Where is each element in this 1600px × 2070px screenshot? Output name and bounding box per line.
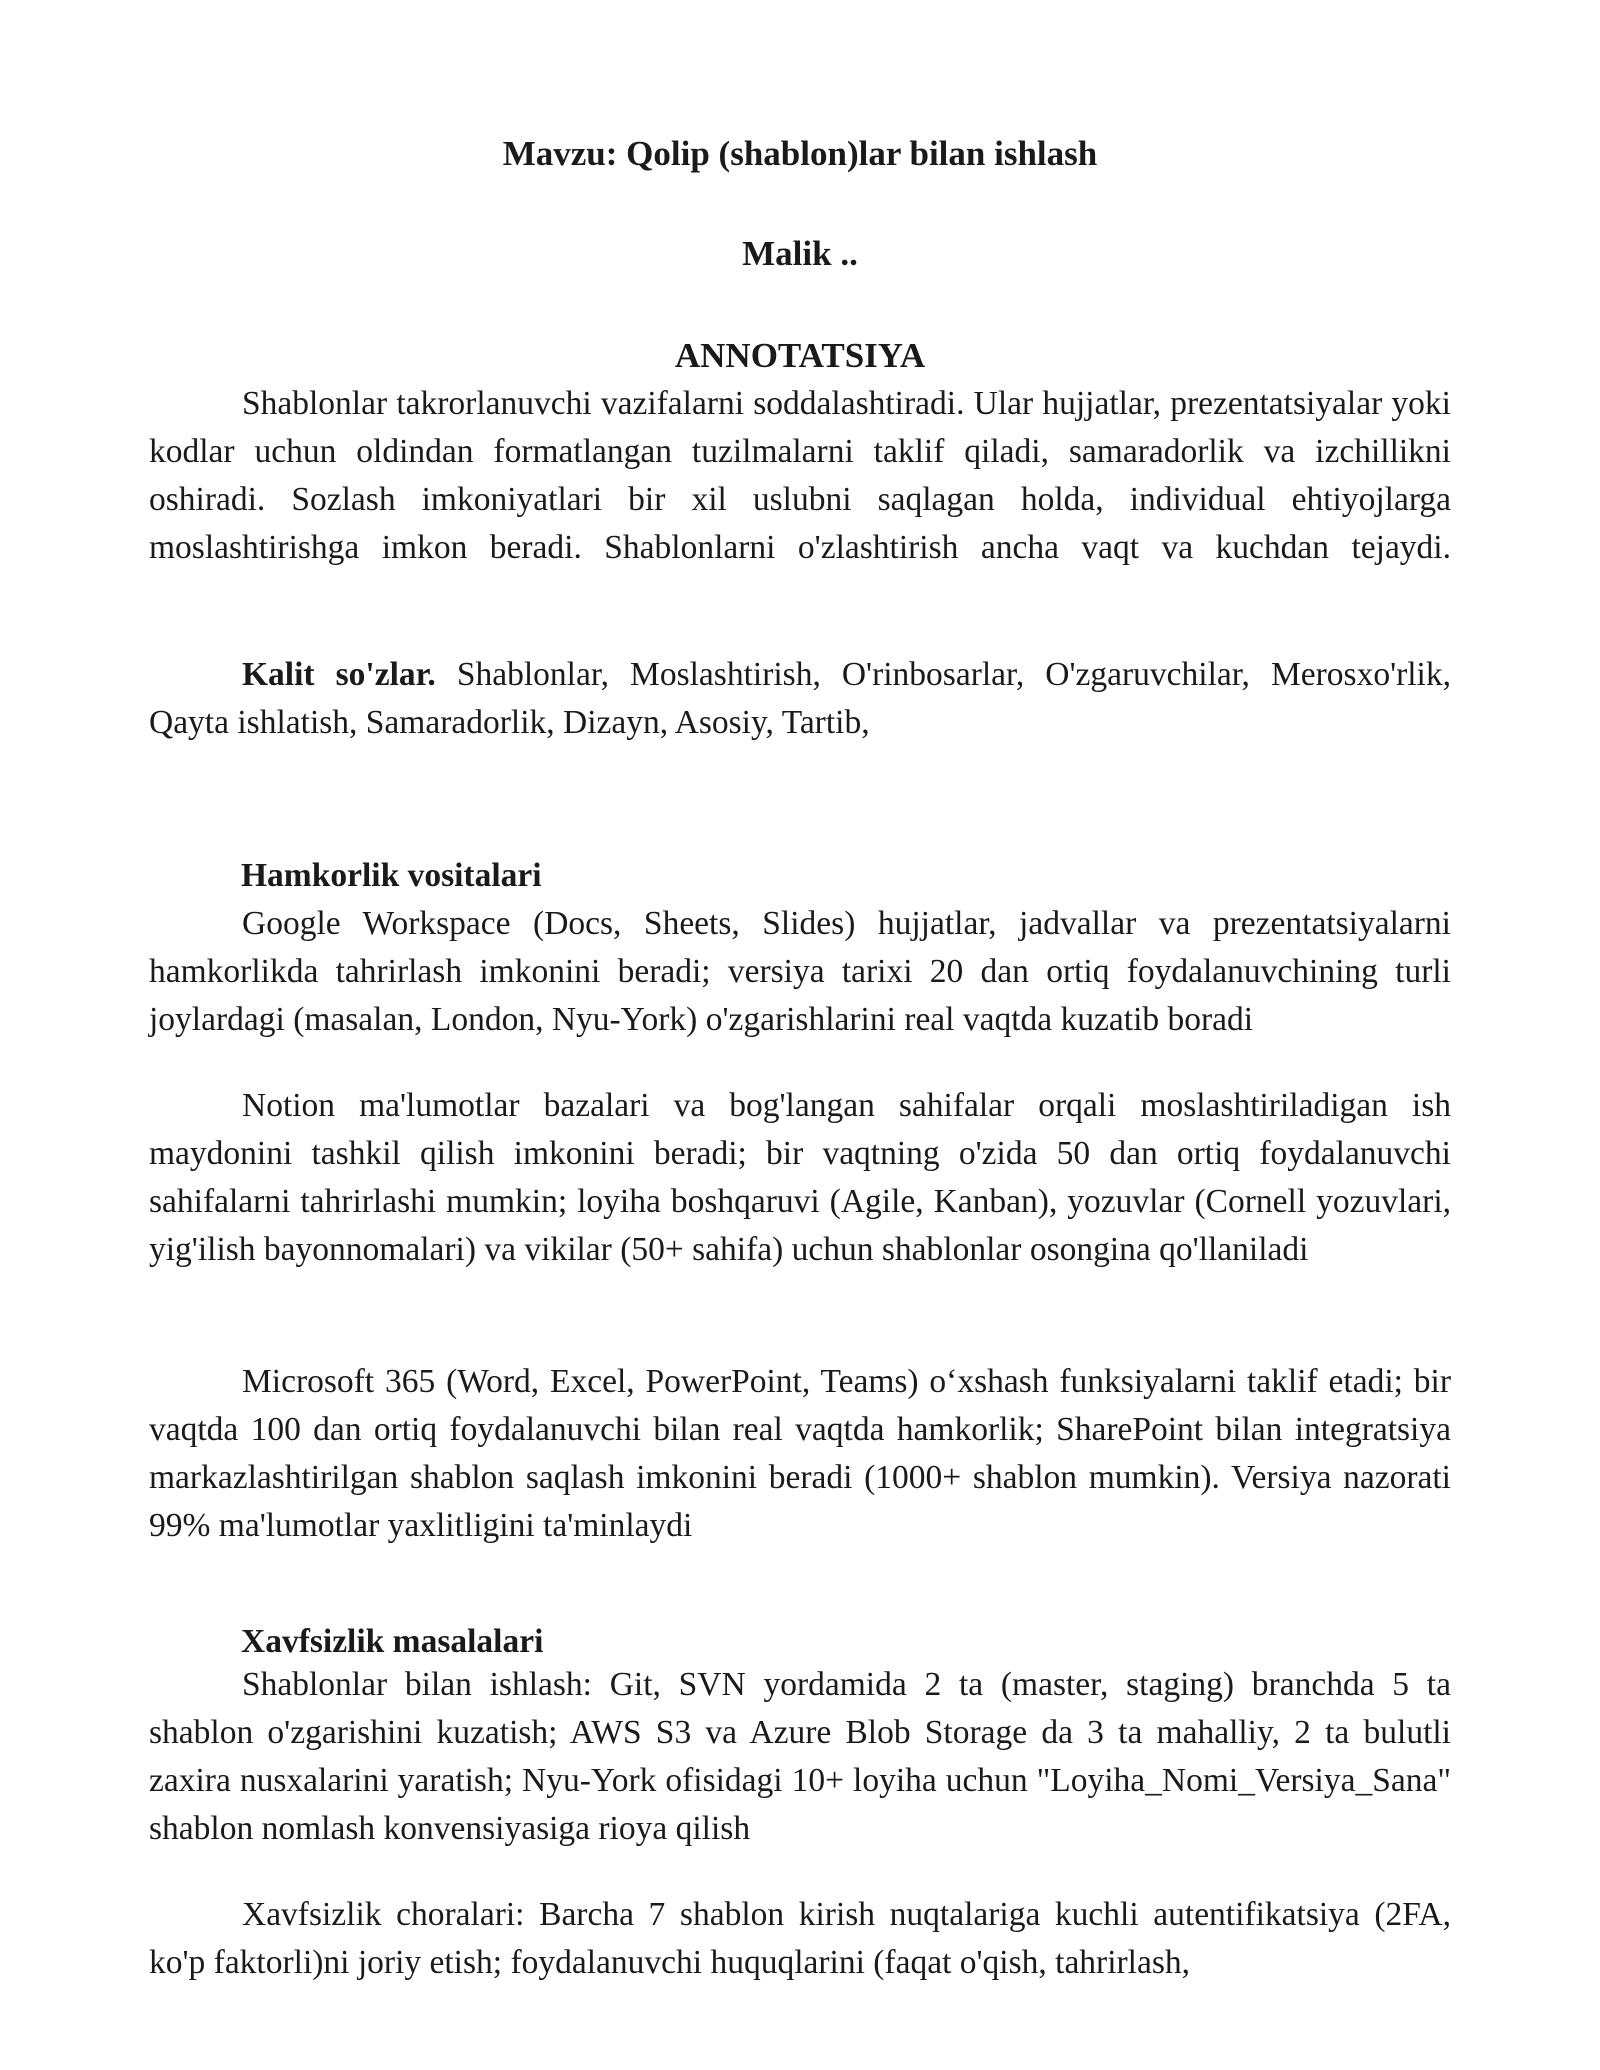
section-heading-security: Xavfsizlik masalalari [241,1623,544,1660]
annotation-paragraph: Shablonlar takrorlanuvchi vazifalarni soddalashtiradi. Ular hujjatlar, prezentatsiyalar yoki kodlar uchun oldindan formatlangan tuzilmalarni taklif qiladi, samaradorlik va izchillikni oshiradi. Sozlash imkoniyatlari bir xil uslubni saqlagan holda, individual ehtiyojlarga moslashtirishga imkon beradi. Shablonlarni o'zlashtirish ancha vaqt va kuchdan tejaydi. [149,385,1451,566]
keywords-list: Shablonlar, Moslashtirish, O'rinbosarlar, O'zgaruvchilar, Merosxo'rlik, Qayta ishlatish, Samaradorlik, Dizayn, Asosiy, Tartib, [149,656,1451,741]
paragraph-google-workspace: Google Workspace (Docs, Sheets, Slides) hujjatlar, jadvallar va prezentatsiyalarni hamkorlikda tahrirlash imkonini beradi; versiya tarixi 20 dan ortiq foydalanuvchining turli joylardagi (masalan, London, Nyu-York) o'zgarishlarini real vaqtda kuzatib boradi [149,905,1451,1038]
section-heading-collaboration: Hamkorlik vositalari [241,857,542,894]
paragraph-microsoft-365: Microsoft 365 (Word, Excel, PowerPoint, Teams) o‘xshash funksiyalarni taklif etadi; bir vaqtda 100 dan ortiq foydalanuvchi bilan real vaqtda hamkorlik; SharePoint bilan integratsiya markazlashtirilgan shablon saqlash imkonini beradi (1000+ shablon mumkin). Versiya nazorati 99% ma'lumotlar yaxlitligini ta'minlaydi [149,1363,1451,1544]
paragraph-security-measures: Xavfsizlik choralari: Barcha 7 shablon kirish nuqtalariga kuchli autentifikatsiya (2FA, ko'p faktorli)ni joriy etish; foydalanuvchi huquqlarini (faqat o'qish, tahrirlash, [149,1896,1451,1981]
author-name: Malik .. [742,234,858,273]
keywords-paragraph [149,651,1451,747]
keywords-label: Kalit so'zlar. [242,656,436,693]
document-title: Mavzu: Qolip (shablon)lar bilan ishlash [502,134,1098,173]
paragraph-notion: Notion ma'lumotlar bazalari va bog'langan sahifalar orqali moslashtiriladigan ish maydonini tashkil qilish imkonini beradi; bir vaqtning o'zida 50 dan ortiq foydalanuvchi sahifalarni tahrirlashi mumkin; loyiha boshqaruvi (Agile, Kanban), yozuvlar (Cornell yozuvlari, yig'ilish bayonnomalari) va vikilar (50+ sahifa) uchun shablonlar osongina qo'llaniladi [149,1087,1451,1268]
annotation-heading: ANNOTATSIYA [674,336,926,375]
paragraph-template-work: Shablonlar bilan ishlash: Git, SVN yordamida 2 ta (master, staging) branchda 5 ta shablon o'zgarishini kuzatish; AWS S3 va Azure Blob Storage da 3 ta mahalliy, 2 ta bulutli zaxira nusxalarini yaratish; Nyu-York ofisidagi 10+ loyiha uchun "Loyiha_Nomi_Versiya_Sana" shablon nomlash konvensiyasiga rioya qilish [149,1666,1451,1847]
